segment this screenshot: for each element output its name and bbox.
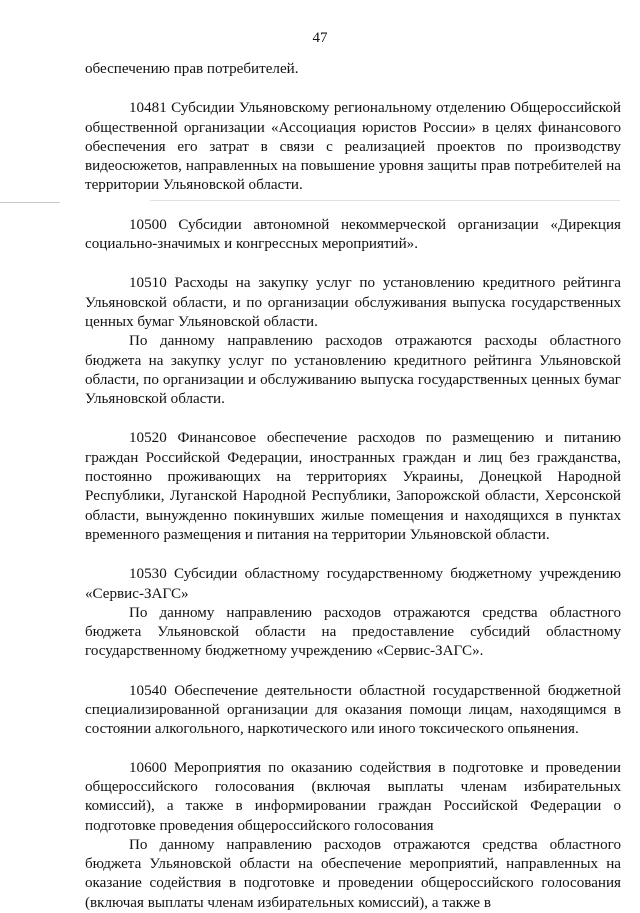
scan-artifact-line [0, 202, 60, 203]
paragraph-10510-description: По данному направлению расходов отражаются расходы областного бюджета на закупку услуг по установлению кредитного рейтинга Ульяновской области, по организации и обслуживанию выпуска государственных ценных бумаг Ульяновской области. [85, 333, 621, 408]
paragraph-10600-description: По данному направлению расходов отражаются средства областного бюджета Ульяновской области на обеспечение мероприятий, направленных на оказание содействия в подготовке и проведении общероссийского голосования (включая выплаты членам избирательных комиссий), а также в [85, 836, 621, 911]
paragraph-10600: 10600 Мероприятия по оказанию содействия в подготовке и проведении общероссийского голосования (включая выплаты членам избирательных комиссий), а также в информировании граждан Российской Федерации о подготовке проведения общероссийского голосования [85, 759, 621, 834]
paragraph-10530-description: По данному направлению расходов отражаются средства областного бюджета Ульяновской области на предоставление субсидий областному государственному бюджетному учреждению «Сервис-ЗАГС». [85, 604, 621, 660]
paragraph-10500: 10500 Субсидии автономной некоммерческой организации «Дирекция социально-значимых и конгрессных мероприятий». [85, 216, 621, 253]
paragraph-10540: 10540 Обеспечение деятельности областной государственной бюджетной специализированной организации для оказания помощи лицам, находящимся в состоянии алкогольного, наркотического или иного токсического опьянения. [85, 682, 621, 738]
paragraph-10481: 10481 Субсидии Ульяновскому региональному отделению Общероссийской общественной организации «Ассоциация юристов России» в целях финансового обеспечения его затрат в связи с реализацией проектов по производству видеосюжетов, направленных на повышение уровня защиты прав потребителей на территории Ульяновской области. [85, 100, 621, 194]
page-number: 47 [312, 30, 328, 46]
paragraph-10520: 10520 Финансовое обеспечение расходов по размещению и питанию граждан Российской Федерации, иностранных граждан и лиц без гражданства, постоянно проживающих на территориях Украины, Донецкой Народной Республики, Луганской Народной Республики, Запорожской области, Херсонской области, вынужденно покинувших жилые помещения и находящихся в пунктах временного размещения и питания на территории Ульяновской области. [85, 430, 621, 543]
paragraph-10530: 10530 Субсидии областному государственному бюджетному учреждению «Сервис-ЗАГС» [85, 566, 621, 602]
paragraph-10510: 10510 Расходы на закупку услуг по установлению кредитного рейтинга Ульяновской области, и по организации обслуживания выпуска государственных ценных бумаг Ульяновской области. [85, 275, 621, 330]
document-body [85, 60, 621, 913]
paragraph-continuation: обеспечению прав потребителей. [85, 61, 299, 77]
